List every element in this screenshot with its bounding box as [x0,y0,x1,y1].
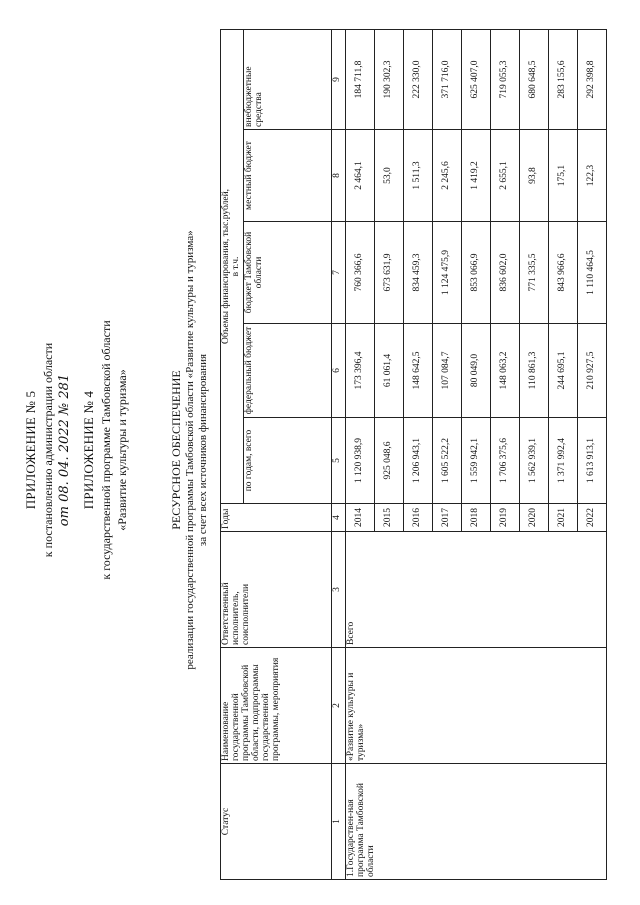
header-local: местный бюджет [243,130,331,222]
document-heading: РЕСУРСНОЕ ОБЕСПЕЧЕНИЕ [169,370,183,530]
executor-cell: Всего [345,532,606,648]
local-cell: 175,1 [548,130,577,222]
local-cell: 93,8 [519,130,548,222]
appendix-4-line2: «Развитие культуры и туризма» [115,369,129,531]
local-cell: 1 419,2 [461,130,490,222]
column-number: 4 [331,504,345,532]
federal-cell: 110 861,3 [519,324,548,418]
status-cell: 1.Государствен-ная программа Тамбовской области [345,764,606,880]
regional-cell: 771 335,5 [519,222,548,324]
total-cell: 925 048,6 [374,418,403,504]
header-executor: Ответственный исполнитель, соисполнители [221,532,332,648]
column-number: 1 [331,764,345,880]
extra-cell: 222 330,0 [403,29,432,129]
header-volumes-label: Объемы финансирования, тыс.рублей, [221,188,231,344]
rotated-sheet [20,20,620,880]
extra-cell: 283 155,6 [548,29,577,129]
document-subheading: реализации государственной программы Тамбовской области «Развитие культуры и туризма» [184,230,196,670]
total-cell: 1 120 938,9 [345,418,374,504]
extra-cell: 371 716,0 [432,29,461,129]
federal-cell: 80 049,0 [461,324,490,418]
header-name: Наименование государственной программы Тамбовской области, подпрограммы государственной программы, мероприятия [221,648,332,764]
federal-cell: 210 927,5 [577,324,606,418]
appendix-5-signature: от 08. 04. 2022 № 281 [57,373,72,527]
column-number: 3 [331,532,345,648]
total-cell: 1 206 943,1 [403,418,432,504]
appendix-4-line1: к государственной программе Тамбовской области [99,320,113,580]
year-cell: 2020 [519,504,548,532]
total-cell: 1 706 375,6 [490,418,519,504]
year-cell: 2015 [374,504,403,532]
federal-cell: 173 396,4 [345,324,374,418]
local-cell: 122,3 [577,130,606,222]
appendix-4-title: ПРИЛОЖЕНИЕ № 4 [81,390,96,510]
header-including-label: в т.ч. [230,256,241,277]
total-cell: 1 562 939,1 [519,418,548,504]
regional-cell: 836 602,0 [490,222,519,324]
federal-cell: 61 061,4 [374,324,403,418]
header-federal: федеральный бюджет [243,324,331,418]
year-cell: 2019 [490,504,519,532]
column-number: 5 [331,418,345,504]
program-name-cell: «Развитие культуры и туризма» [345,648,606,764]
regional-cell: 834 459,3 [403,222,432,324]
total-cell: 1 559 942,1 [461,418,490,504]
local-cell: 2 245,6 [432,130,461,222]
year-cell: 2014 [345,504,374,532]
local-cell: 2 464,1 [345,130,374,222]
local-cell: 2 655,1 [490,130,519,222]
header-years: Годы [221,504,332,532]
year-cell: 2021 [548,504,577,532]
header-status: Статус [221,764,332,880]
local-cell: 53,0 [374,130,403,222]
federal-cell: 148 642,5 [403,324,432,418]
column-number: 2 [331,648,345,764]
regional-cell: 673 631,9 [374,222,403,324]
extra-cell: 680 648,5 [519,29,548,129]
total-cell: 1 371 992,4 [548,418,577,504]
extra-cell: 625 407,0 [461,29,490,129]
total-cell: 1 605 522,2 [432,418,461,504]
regional-cell: 853 066,9 [461,222,490,324]
federal-cell: 244 695,1 [548,324,577,418]
federal-cell: 148 063,2 [490,324,519,418]
header-volumes [221,29,244,503]
appendix-5-line: к постановлению администрации области [41,342,55,558]
column-number: 9 [331,29,345,129]
header-regional: бюджет Тамбовской области [243,222,331,324]
header-extra: внебюджетные средства [243,29,331,129]
document-subheading-2: за счет всех источников финансирования [197,353,209,547]
regional-cell: 843 966,6 [548,222,577,324]
regional-cell: 1 110 464,5 [577,222,606,324]
extra-cell: 184 711,8 [345,29,374,129]
regional-cell: 1 124 475,9 [432,222,461,324]
total-cell: 1 613 913,1 [577,418,606,504]
extra-cell: 292 398,8 [577,29,606,129]
extra-cell: 719 055,3 [490,29,519,129]
federal-cell: 107 084,7 [432,324,461,418]
column-number: 8 [331,130,345,222]
header-total: по годам, всего [243,418,331,504]
column-number: 7 [331,222,345,324]
year-cell: 2017 [432,504,461,532]
year-cell: 2016 [403,504,432,532]
regional-cell: 760 366,6 [345,222,374,324]
year-cell: 2022 [577,504,606,532]
extra-cell: 190 302,3 [374,29,403,129]
funding-table [220,30,607,880]
appendix-5-title: ПРИЛОЖЕНИЕ № 5 [23,390,38,510]
year-cell: 2018 [461,504,490,532]
column-number: 6 [331,324,345,418]
local-cell: 1 511,3 [403,130,432,222]
